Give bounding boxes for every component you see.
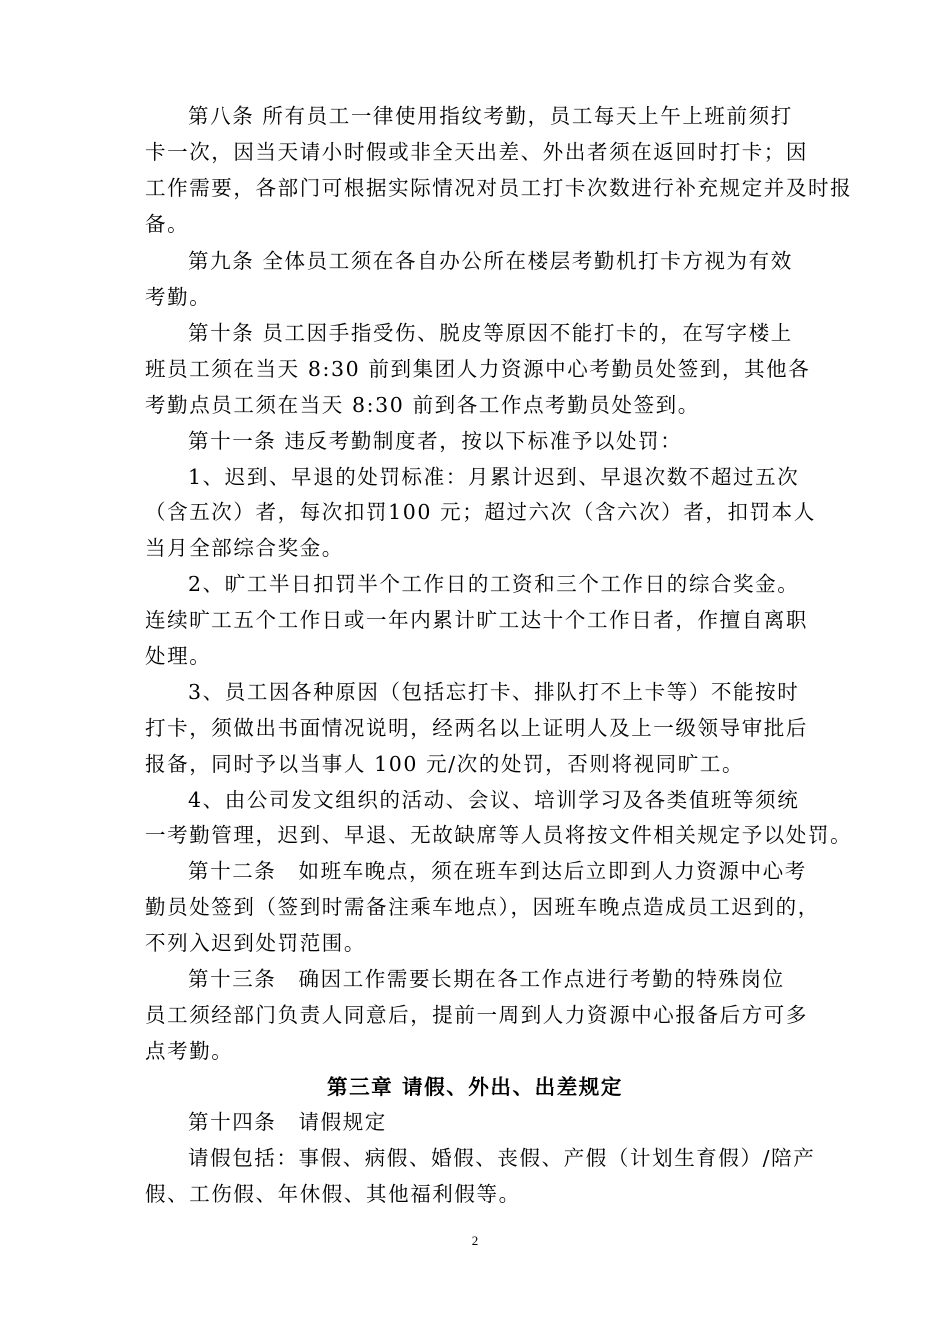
paragraph-line: 报备，同时予以当事人 100 元/次的处罚，否则将视同旷工。	[145, 752, 745, 776]
paragraph-line: 一考勤管理，迟到、早退、无故缺席等人员将按文件相关规定予以处罚。	[145, 823, 853, 847]
paragraph-line: 第十条 员工因手指受伤、脱皮等原因不能打卡的，在写字楼上	[188, 321, 793, 345]
paragraph-line: 第八条 所有员工一律使用指纹考勤，员工每天上午上班前须打	[188, 104, 793, 128]
paragraph-line: 第十四条 请假规定	[188, 1110, 387, 1134]
chapter-heading: 第三章 请假、外出、出差规定	[326, 1075, 624, 1099]
paragraph-line: 考勤点员工须在当天 8:30 前到各工作点考勤员处签到。	[145, 393, 700, 417]
page-number: 2	[471, 1233, 479, 1248]
paragraph-line: 班员工须在当天 8:30 前到集团人力资源中心考勤员处签到，其他各	[145, 357, 811, 381]
paragraph-line: 员工须经部门负责人同意后，提前一周到人力资源中心报备后方可多	[145, 1003, 808, 1027]
paragraph-line: 第十三条 确因工作需要长期在各工作点进行考勤的特殊岗位	[188, 967, 785, 991]
paragraph-line: 不列入迟到处罚范围。	[145, 931, 366, 955]
paragraph-line: 处理。	[145, 644, 212, 668]
paragraph-line: 卡一次，因当天请小时假或非全天出差、外出者须在返回时打卡；因	[145, 140, 808, 164]
paragraph-line: 点考勤。	[145, 1039, 234, 1063]
paragraph-line: 第九条 全体员工须在各自办公所在楼层考勤机打卡方视为有效	[188, 249, 793, 273]
paragraph-line: 请假包括：事假、病假、婚假、丧假、产假（计划生育假）/陪产	[188, 1146, 816, 1170]
paragraph-line: 2、旷工半日扣罚半个工作日的工资和三个工作日的综合奖金。	[188, 572, 800, 596]
paragraph-line: 第十一条 违反考勤制度者，按以下标准予以处罚：	[188, 429, 683, 453]
paragraph-line: 3、员工因各种原因（包括忘打卡、排队打不上卡等）不能按时	[188, 680, 800, 704]
paragraph-line: 工作需要，各部门可根据实际情况对员工打卡次数进行补充规定并及时报	[145, 176, 853, 200]
paragraph-line: 考勤。	[145, 285, 212, 309]
paragraph-line: 当月全部综合奖金。	[145, 536, 344, 560]
paragraph-line: 连续旷工五个工作日或一年内累计旷工达十个工作日者，作擅自离职	[145, 608, 808, 632]
paragraph-line: 打卡，须做出书面情况说明，经两名以上证明人及上一级领导审批后	[145, 716, 808, 740]
paragraph-line: 假、工伤假、年休假、其他福利假等。	[145, 1182, 521, 1206]
paragraph-line: 第十二条 如班车晚点，须在班车到达后立即到人力资源中心考	[188, 859, 807, 883]
paragraph-line: 4、由公司发文组织的活动、会议、培训学习及各类值班等须统	[188, 788, 800, 812]
paragraph-line: 1、迟到、早退的处罚标准：月累计迟到、早退次数不超过五次	[188, 465, 800, 489]
paragraph-line: 勤员处签到（签到时需备注乘车地点），因班车晚点造成员工迟到的，	[145, 895, 820, 919]
paragraph-line: 备。	[145, 212, 190, 236]
paragraph-line: （含五次）者，每次扣罚100 元；超过六次（含六次）者，扣罚本人	[145, 500, 816, 524]
